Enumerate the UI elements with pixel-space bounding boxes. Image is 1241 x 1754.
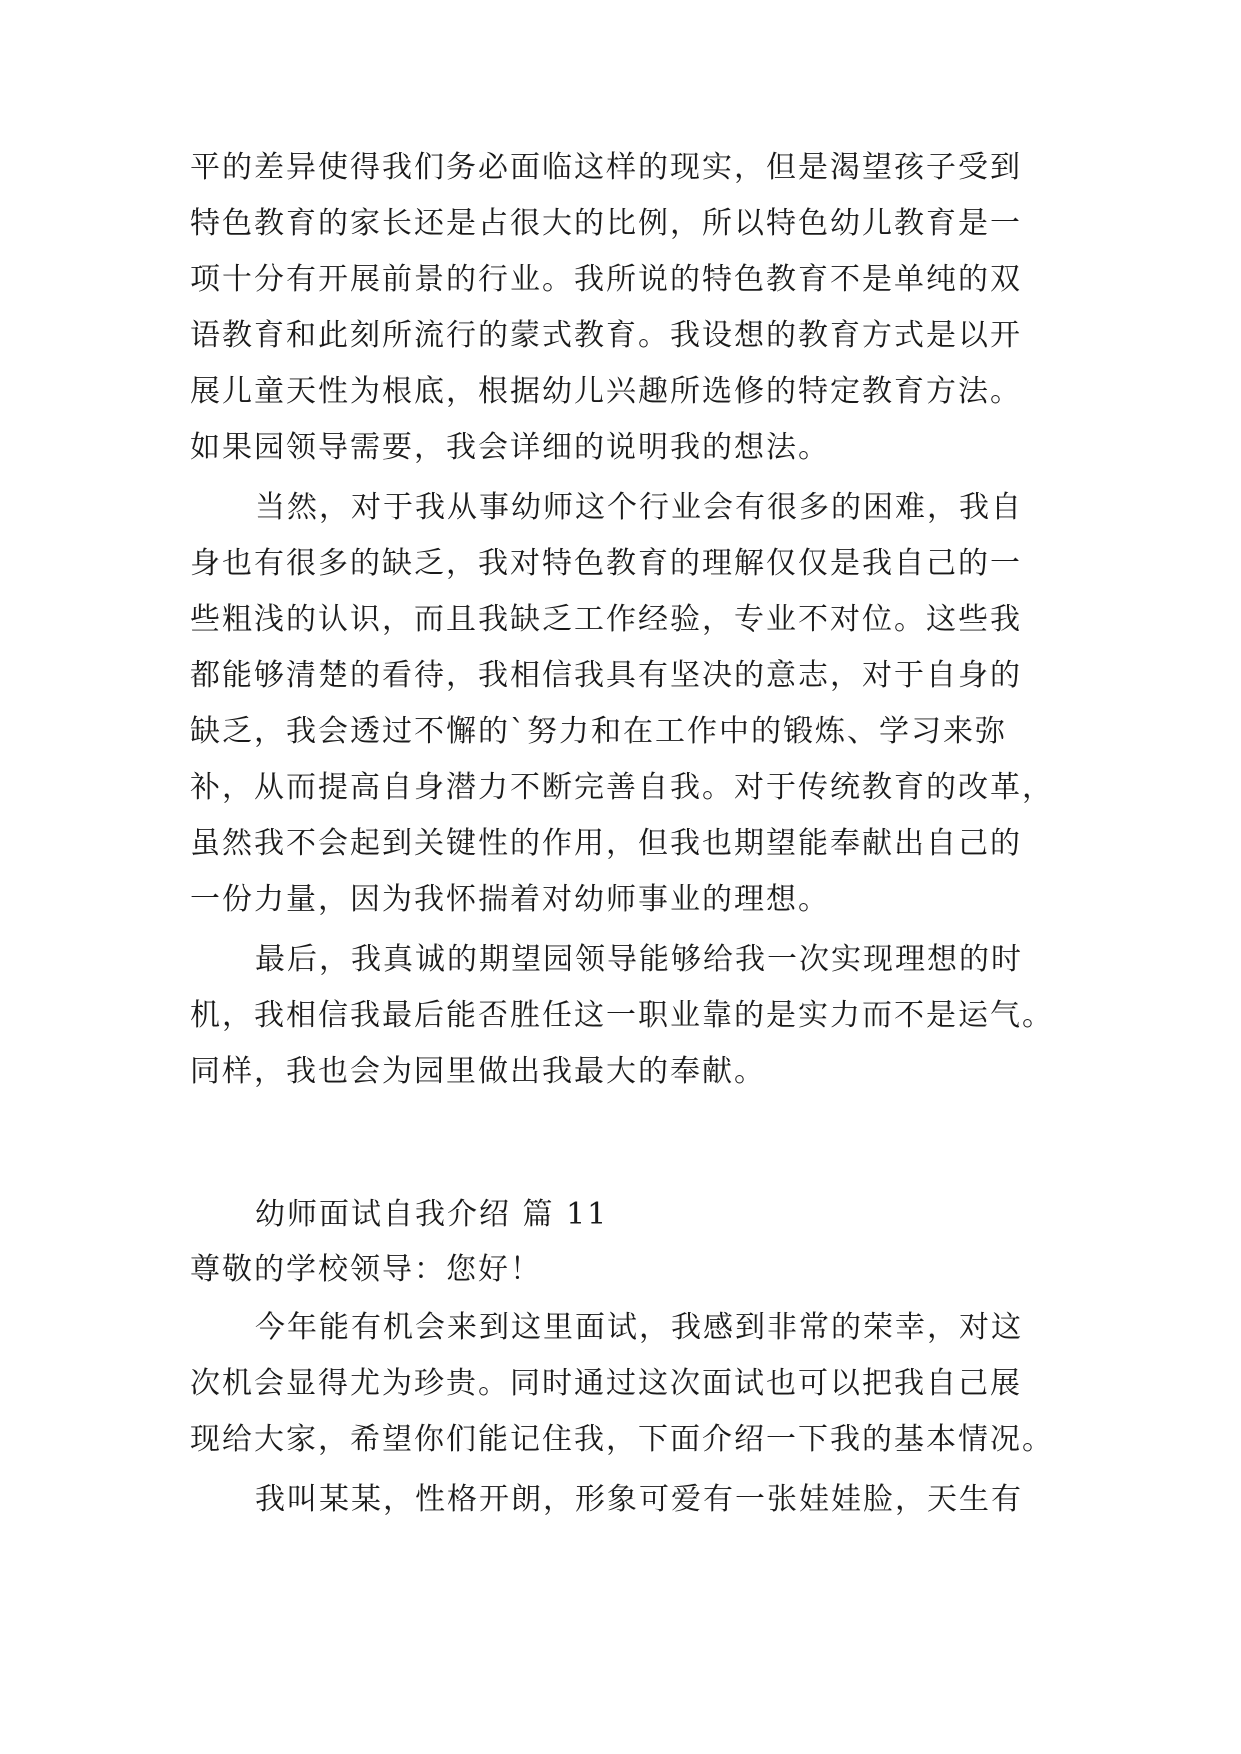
section-title: 幼师面试自我介绍 篇 11	[255, 1197, 609, 1232]
paragraph-line: 补，从而提高自身潜力不断完善自我。对于传统教育的改革，	[190, 770, 1054, 805]
paragraph-line: 次机会显得尤为珍贵。同时通过这次面试也可以把我自己展	[190, 1366, 1022, 1401]
paragraph-line: 平的差异使得我们务必面临这样的现实，但是渴望孩子受到	[190, 150, 1022, 185]
paragraph-line: 都能够清楚的看待，我相信我具有坚决的意志，对于自身的	[190, 658, 1022, 693]
paragraph-line: 如果园领导需要，我会详细的说明我的想法。	[190, 430, 830, 465]
paragraph-line: 今年能有机会来到这里面试，我感到非常的荣幸，对这	[255, 1310, 1023, 1345]
paragraph-line: 当然，对于我从事幼师这个行业会有很多的困难，我自	[255, 490, 1023, 525]
paragraph-line: 项十分有开展前景的行业。我所说的特色教育不是单纯的双	[190, 262, 1022, 297]
paragraph-line: 现给大家，希望你们能记住我，下面介绍一下我的基本情况。	[190, 1422, 1054, 1457]
paragraph-line: 我叫某某，性格开朗，形象可爱有一张娃娃脸，天生有	[255, 1482, 1023, 1517]
paragraph-line: 展儿童天性为根底，根据幼儿兴趣所选修的特定教育方法。	[190, 374, 1022, 409]
paragraph-line: 一份力量，因为我怀揣着对幼师事业的理想。	[190, 882, 830, 917]
paragraph-line: 机，我相信我最后能否胜任这一职业靠的是实力而不是运气。	[190, 998, 1054, 1033]
paragraph-line: 身也有很多的缺乏，我对特色教育的理解仅仅是我自己的一	[190, 546, 1022, 581]
paragraph-line: 虽然我不会起到关键性的作用，但我也期望能奉献出自己的	[190, 826, 1022, 861]
paragraph-line: 缺乏，我会透过不懈的`努力和在工作中的锻炼、学习来弥	[190, 714, 1007, 749]
greeting: 尊敬的学校领导：您好！	[190, 1252, 542, 1287]
paragraph-line: 最后，我真诚的期望园领导能够给我一次实现理想的时	[255, 942, 1023, 977]
paragraph-line: 语教育和此刻所流行的蒙式教育。我设想的教育方式是以开	[190, 318, 1022, 353]
paragraph-line: 同样，我也会为园里做出我最大的奉献。	[190, 1054, 766, 1089]
paragraph-line: 特色教育的家长还是占很大的比例，所以特色幼儿教育是一	[190, 206, 1022, 241]
paragraph-line: 些粗浅的认识，而且我缺乏工作经验，专业不对位。这些我	[190, 602, 1022, 637]
